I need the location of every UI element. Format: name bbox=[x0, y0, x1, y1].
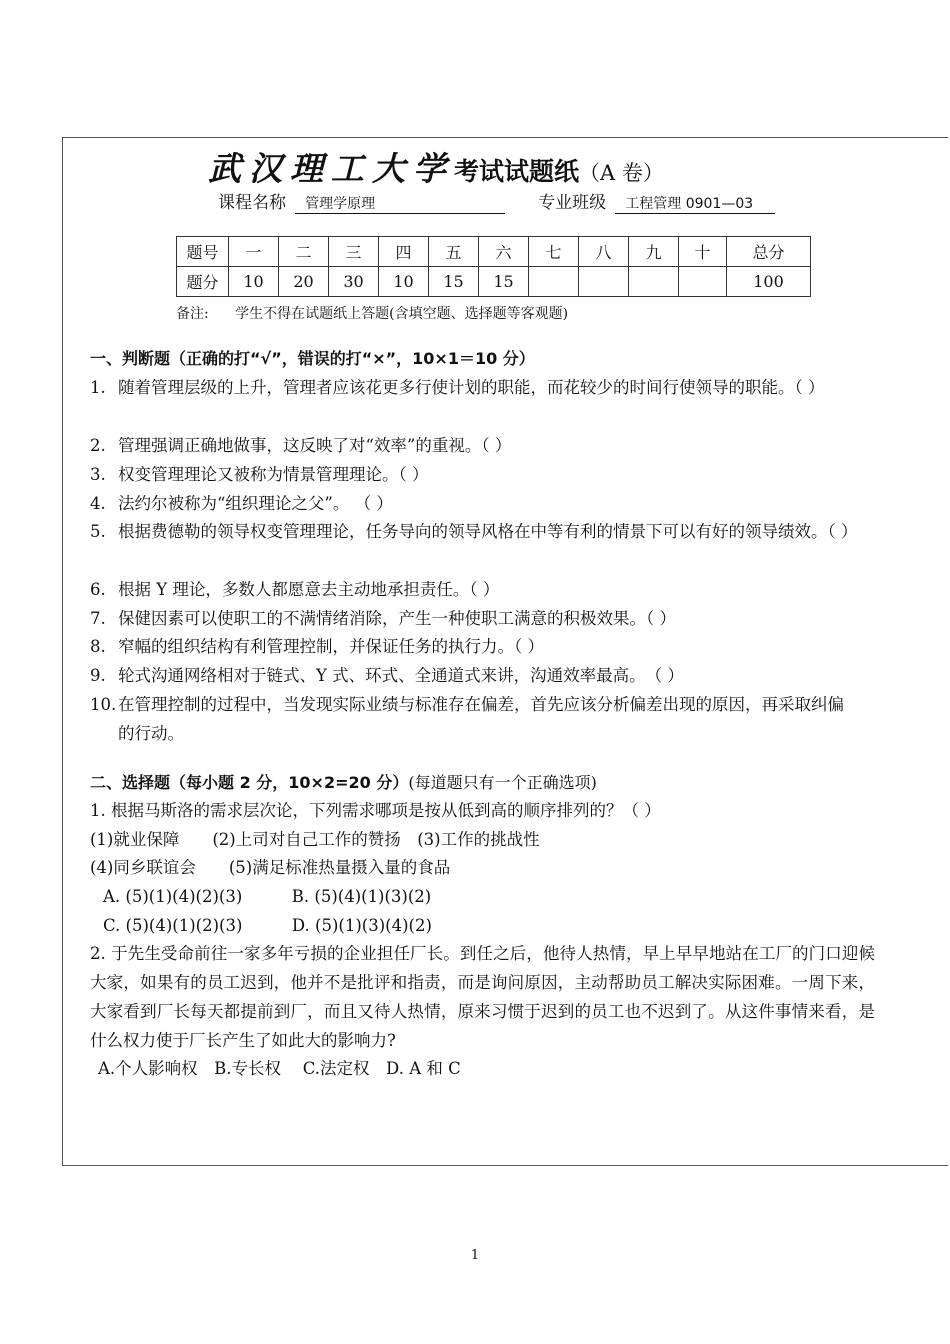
question-number: 9. bbox=[90, 666, 106, 685]
table-cell: 100 bbox=[727, 267, 811, 297]
course-info-row bbox=[218, 188, 775, 214]
course-value: 管理学原理 bbox=[295, 195, 505, 214]
section-2-title-rest: (每道题只有一个正确选项) bbox=[408, 773, 597, 792]
course-label: 课程名称 bbox=[218, 193, 286, 213]
question-text: 根据费德勒的领导权变管理理论，任务导向的领导风格在中等有利的情景下可以有好的领导绩效。（ ） bbox=[118, 522, 858, 541]
section-2-title bbox=[90, 770, 597, 793]
score-table-row bbox=[177, 267, 811, 297]
list-item bbox=[90, 431, 850, 460]
question-text: 管理强调正确地做事，这反映了对“效率”的重视。（ ） bbox=[118, 436, 512, 455]
list-item bbox=[90, 460, 850, 489]
list-item bbox=[90, 517, 858, 546]
table-cell: 一 bbox=[229, 237, 279, 267]
score-table bbox=[176, 236, 811, 297]
question-number: 4. bbox=[90, 494, 106, 513]
section-1-title bbox=[90, 346, 535, 369]
question-number: 2. bbox=[90, 436, 106, 455]
question-1-stem: 1. 根据马斯洛的需求层次论，下列需求哪项是按从低到高的顺序排列的？（ ） bbox=[90, 801, 661, 820]
class-value: 工程管理 0901—03 bbox=[615, 195, 775, 214]
list-item bbox=[90, 604, 850, 633]
score-table-row bbox=[177, 237, 811, 267]
question-number: 6. bbox=[90, 580, 106, 599]
question-text: 在管理控制的过程中，当发现实际业绩与标准存在偏差，首先应该分析偏差出现的原因，再采取纠偏的行动。 bbox=[118, 695, 844, 743]
exam-title-row bbox=[208, 143, 664, 188]
question-1-items-line-2: (4)同乡联谊会 (5)满足标准热量摄入量的食品 bbox=[90, 858, 451, 877]
table-cell: 五 bbox=[429, 237, 479, 267]
list-item bbox=[90, 661, 850, 690]
note-label: 备注: bbox=[176, 306, 209, 322]
question-number: 5. bbox=[90, 522, 106, 541]
table-cell: 二 bbox=[279, 237, 329, 267]
table-cell: 总分 bbox=[727, 237, 811, 267]
table-cell: 四 bbox=[379, 237, 429, 267]
exam-title: 考试试题纸 bbox=[454, 157, 580, 186]
question-text: 根据 Y 理论，多数人都愿意去主动地承担责任。（ ） bbox=[118, 580, 500, 599]
question-1-options-line-1: A. (5)(1)(4)(2)(3) B. (5)(4)(1)(3)(2) bbox=[103, 887, 432, 906]
question-text: 法约尔被称为“组织理论之父”。 （ ） bbox=[118, 494, 393, 513]
question-number: 10. bbox=[90, 695, 117, 714]
table-cell: 15 bbox=[479, 267, 529, 297]
list-item bbox=[90, 489, 850, 518]
table-cell: 九 bbox=[629, 237, 679, 267]
note-text: 学生不得在试题纸上答题(含填空题、选择题等客观题) bbox=[235, 306, 569, 322]
section-2-title-bold: 二、选择题（每小题 2 分，10×2=20 分） bbox=[90, 773, 409, 792]
table-cell: 题分 bbox=[177, 267, 229, 297]
question-2-stem: 2. 于先生受命前往一家多年亏损的企业担任厂长。到任之后，他待人热情，早上早早地站在工厂的门口迎候大家，如果有的员工迟到，他并不是批评和指责，而是询问原因，主动帮助员工解决实际困难。一周下来，大家看到厂长每天都提前到厂，而且又待人热情，原来习惯于迟到的员工也不迟到了。从这件事情来看，是什么权力使于厂长产生了如此大的影响力? bbox=[90, 944, 875, 1050]
question-number: 1. bbox=[90, 378, 106, 397]
table-cell: 七 bbox=[529, 237, 579, 267]
table-cell bbox=[579, 267, 629, 297]
exam-note bbox=[176, 303, 568, 323]
question-2-options: A.个人影响权 B.专长权 C.法定权 D. A 和 C bbox=[98, 1059, 461, 1078]
question-number: 7. bbox=[90, 609, 106, 628]
table-cell: 10 bbox=[379, 267, 429, 297]
university-name: 武汉理工大学 bbox=[208, 149, 454, 188]
table-cell: 20 bbox=[279, 267, 329, 297]
table-cell: 题号 bbox=[177, 237, 229, 267]
table-cell: 15 bbox=[429, 267, 479, 297]
list-item bbox=[90, 632, 850, 661]
question-number: 3. bbox=[90, 465, 106, 484]
class-label: 专业班级 bbox=[538, 193, 607, 213]
paper-type: （A 卷） bbox=[579, 161, 664, 185]
page-number: 1 bbox=[470, 1248, 480, 1263]
list-item bbox=[90, 373, 850, 402]
question-1-items-line-1: (1)就业保障 (2)上司对自己工作的赞扬 (3)工作的挑战性 bbox=[90, 830, 540, 849]
table-cell bbox=[679, 267, 727, 297]
question-text: 随着管理层级的上升，管理者应该花更多行使计划的职能，而花较少的时间行使领导的职能。（ ） bbox=[118, 378, 825, 397]
table-cell: 八 bbox=[579, 237, 629, 267]
question-1-options-line-2: C. (5)(4)(1)(2)(3) D. (5)(1)(3)(4)(2) bbox=[103, 916, 432, 935]
question-text: 保健因素可以使职工的不满情绪消除，产生一种使职工满意的积极效果。（ ） bbox=[118, 609, 676, 628]
list-item bbox=[90, 575, 850, 604]
section-1-title-text: 一、判断题（正确的打“√”，错误的打“×”，10×1＝10 分） bbox=[90, 349, 535, 368]
table-cell: 三 bbox=[329, 237, 379, 267]
list-item bbox=[90, 690, 850, 748]
table-cell bbox=[529, 267, 579, 297]
question-number: 8. bbox=[90, 637, 106, 656]
question-text: 窄幅的组织结构有利管理控制，并保证任务的执行力。（ ） bbox=[118, 637, 544, 656]
table-cell bbox=[629, 267, 679, 297]
table-cell: 10 bbox=[229, 267, 279, 297]
question-text: 轮式沟通网络相对于链式、Y 式、环式、全通道式来讲，沟通效率最高。 （ ） bbox=[118, 666, 684, 685]
table-cell: 30 bbox=[329, 267, 379, 297]
question-text: 权变管理理论又被称为情景管理理论。（ ） bbox=[118, 465, 429, 484]
table-cell: 六 bbox=[479, 237, 529, 267]
table-cell: 十 bbox=[679, 237, 727, 267]
